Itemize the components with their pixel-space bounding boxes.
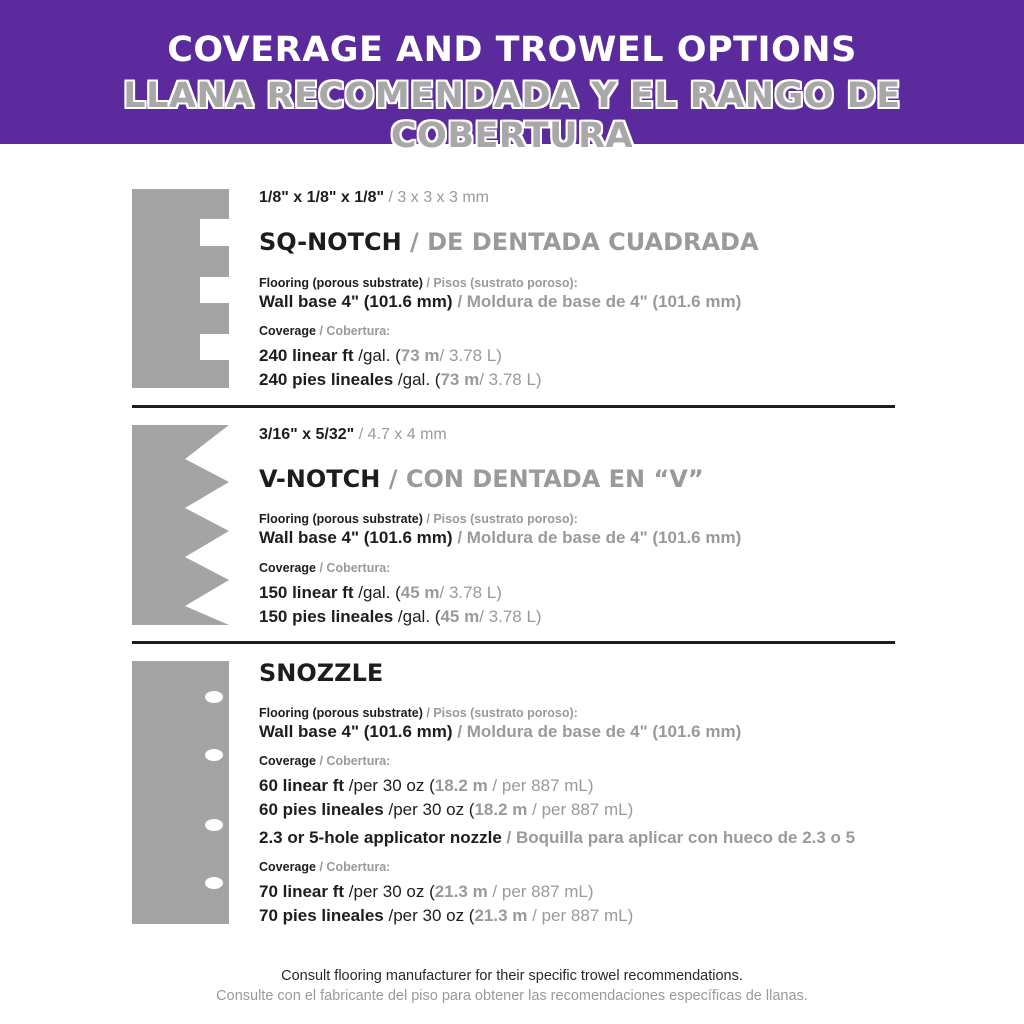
use-english: Wall base 4" (101.6 mm) [259,292,453,311]
coverage-metric-unit: / 3.78 L) [439,346,502,365]
coverage-unit: /per 30 oz ( [383,800,475,819]
coverage-unit: /gal. ( [393,370,441,389]
coverage-metric: 21.3 m [434,882,488,901]
coverage-metric-unit: / per 887 mL) [487,776,594,795]
snozzle-trowel-icon [132,661,229,924]
coverage-line [259,906,633,926]
coverage-metric-unit: / per 887 mL) [527,906,634,925]
use-spanish: / Moldura de base de 4" (101.6 mm) [457,722,742,741]
coverage-line [259,583,502,603]
coverage-metric: 73 m [440,370,480,389]
trowel-name-english: SNOZZLE [259,659,384,687]
flooring-label-spanish: / Pisos (sustrato poroso): [426,512,578,526]
coverage-label [259,860,390,874]
coverage-label [259,754,390,768]
footer-note-spanish: Consulte con el fabricante del piso para obtener las recomendaciones específicas de llanas. [216,988,808,1004]
coverage-metric: 18.2 m [474,800,528,819]
use-english: Wall base 4" (101.6 mm) [259,528,453,547]
title-english: COVERAGE AND TROWEL OPTIONS [167,30,857,70]
trowel-name-english: SQ-NOTCH [259,228,402,256]
coverage-metric: 21.3 m [474,906,528,925]
trowel-name [259,659,383,687]
coverage-line [259,776,594,796]
header-banner [0,0,1024,156]
coverage-line [259,882,594,902]
coverage-line [259,346,502,366]
coverage-metric-unit: / 3.78 L) [479,370,542,389]
use-spanish: / Moldura de base de 4" (101.6 mm) [457,292,742,311]
flooring-label [259,512,578,526]
coverage-line [259,370,542,390]
coverage-unit: /gal. ( [353,583,401,602]
coverage-label-spanish: / Cobertura: [319,860,391,874]
coverage-amount: 150 linear ft [259,583,354,602]
trowel-name [259,465,704,493]
coverage-label-english: Coverage [259,860,316,874]
coverage-unit: /per 30 oz ( [344,882,435,901]
size-metric: / 4.7 x 4 mm [358,426,447,443]
trowel-name-spanish: / CON DENTADA EN “V” [388,465,704,493]
nozzle-english: 2.3 or 5-hole applicator nozzle [259,828,502,847]
size-imperial: 1/8" x 1/8" x 1/8" [259,189,385,206]
coverage-metric: 18.2 m [434,776,488,795]
coverage-amount: 60 pies lineales [259,800,384,819]
coverage-metric-unit: / 3.78 L) [479,607,542,626]
coverage-label [259,324,390,338]
size-row [259,426,447,444]
coverage-metric-unit: / 3.78 L) [439,583,502,602]
v-notch-trowel-icon [132,425,229,625]
use-spanish: / Moldura de base de 4" (101.6 mm) [457,528,742,547]
coverage-amount: 70 pies lineales [259,906,384,925]
flooring-label-spanish: / Pisos (sustrato poroso): [426,276,578,290]
square-notch-trowel-icon [132,189,229,388]
nozzle-row [259,828,855,848]
coverage-label-english: Coverage [259,324,316,338]
coverage-label-spanish: / Cobertura: [319,324,391,338]
size-imperial: 3/16" x 5/32" [259,426,355,443]
trowel-name [259,228,759,256]
flooring-label [259,706,578,720]
flooring-label-english: Flooring (porous substrate) [259,276,423,290]
flooring-label-english: Flooring (porous substrate) [259,512,423,526]
coverage-amount: 60 linear ft [259,776,345,795]
coverage-label-english: Coverage [259,561,316,575]
coverage-metric-unit: / per 887 mL) [527,800,634,819]
title-spanish: LLANA RECOMENDADA Y EL RANGO DE COBERTURA [123,76,901,156]
flooring-label-spanish: / Pisos (sustrato poroso): [426,706,578,720]
trowel-name-english: V-NOTCH [259,465,381,493]
coverage-amount: 150 pies lineales [259,607,394,626]
coverage-metric: 45 m [440,607,480,626]
coverage-unit: /per 30 oz ( [383,906,475,925]
trowel-name-spanish: / DE DENTADA CUADRADA [410,228,759,256]
use-row [259,722,741,742]
coverage-unit: /per 30 oz ( [344,776,435,795]
section-divider [132,405,895,408]
use-english: Wall base 4" (101.6 mm) [259,722,453,741]
coverage-amount: 70 linear ft [259,882,345,901]
size-metric: / 3 x 3 x 3 mm [388,189,489,206]
coverage-unit: /gal. ( [393,607,441,626]
coverage-line [259,607,542,627]
coverage-label-english: Coverage [259,754,316,768]
coverage-line [259,800,633,820]
coverage-label-spanish: / Cobertura: [319,561,391,575]
flooring-label [259,276,578,290]
coverage-metric-unit: / per 887 mL) [487,882,594,901]
section-divider [132,641,895,644]
use-row [259,528,741,548]
nozzle-spanish: / Boquilla para aplicar con hueco de 2.3 o 5 [506,828,856,847]
coverage-unit: /gal. ( [353,346,401,365]
coverage-label [259,561,390,575]
coverage-metric: 73 m [400,346,440,365]
size-row [259,189,489,207]
coverage-amount: 240 linear ft [259,346,354,365]
coverage-metric: 45 m [400,583,440,602]
flooring-label-english: Flooring (porous substrate) [259,706,423,720]
footer-note-english: Consult flooring manufacturer for their specific trowel recommendations. [281,968,743,984]
coverage-amount: 240 pies lineales [259,370,394,389]
coverage-label-spanish: / Cobertura: [319,754,391,768]
use-row [259,292,741,312]
